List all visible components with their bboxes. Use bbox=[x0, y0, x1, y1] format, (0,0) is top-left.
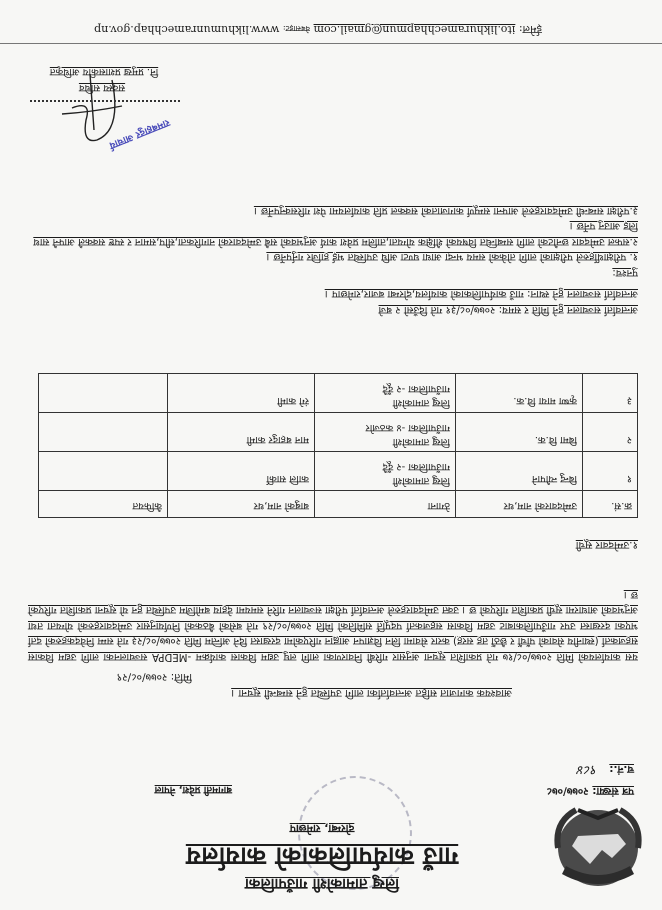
col-address: ठेगाना bbox=[315, 491, 456, 518]
nepal-emblem-icon bbox=[548, 802, 648, 898]
cell-name: बिमा वि.क. bbox=[456, 413, 583, 452]
signatory-role: सदस्य सचिव bbox=[78, 82, 126, 93]
candidate-table bbox=[38, 373, 638, 518]
cell-address bbox=[315, 452, 456, 491]
province-name: बागमती प्रदेश, नेपाल bbox=[154, 784, 232, 795]
table-row bbox=[39, 413, 638, 452]
col-sn: क्र.सं. bbox=[583, 491, 638, 518]
cell-sn: १ bbox=[583, 452, 638, 491]
candidate-list-title: १.उम्मेदवार सूची bbox=[575, 539, 638, 551]
signature-stamp: रामबहादुर आचार्य bbox=[107, 116, 172, 151]
email-address[interactable]: ito.likhuramechhapmun@gmail.com bbox=[313, 23, 516, 36]
col-remarks: कैफियत bbox=[39, 491, 168, 518]
note-item: ३.परीक्षा सम्बन्धी उम्मेदवारहरुले आफ्ना सम्पूर्ण कागजातको सक्कल प्रति कार्यालयमा पेश गरिसक्नुपर्नेछ । bbox=[253, 205, 638, 216]
note-item: २.सफल उम्मेदवार छनौटको लागि सम्बन्धित विषयको शैक्षिक योग्यता,तालिम प्रवेश कार्य अनुभवको सबै उम्मेदवारको नागरिकता,सीप,समान र स्पष्ट सक्कलै आफ्नै साथ लिइ आउनु पर्नेछ । bbox=[33, 220, 638, 247]
cell-father: मान बहादुर कामी bbox=[168, 413, 315, 452]
interview-datetime: अन्तर्वार्ता सञ्चालन हुने मिति र समय: २०७७/०८/३१ गते दिउँसो २ बजे bbox=[378, 304, 638, 316]
col-name: उम्मेदवारको नाम,थर bbox=[456, 491, 583, 518]
ref-label: पत्र संख्या: bbox=[592, 785, 634, 797]
cell-remarks bbox=[39, 413, 168, 452]
letter-date bbox=[117, 670, 192, 684]
website-label: वेबसाइट: bbox=[282, 24, 311, 33]
footer-divider bbox=[0, 43, 662, 44]
email-label: ईमेल: bbox=[518, 23, 542, 36]
notes-title: पुनश्च: bbox=[612, 267, 638, 278]
cell-address bbox=[315, 413, 456, 452]
date-value: २०७७/०८/२९ bbox=[116, 671, 168, 683]
cell-name: बिन्दु न्यौपाने bbox=[456, 452, 583, 491]
cn-value: ९८४ bbox=[577, 762, 598, 777]
address-line: लिखु तामाकोशी bbox=[392, 475, 450, 486]
cell-remarks bbox=[39, 374, 168, 413]
cell-address bbox=[315, 374, 456, 413]
date-label: मिति: bbox=[170, 671, 192, 683]
col-father: बाबुको नाम,थर bbox=[168, 491, 315, 518]
table-row bbox=[39, 452, 638, 491]
body-paragraph: यस कार्यालयको मिति २०७७/०८/१७ गते प्रकाशित सूचना अनुसार गरिबी निवारणका लागि लघु उद्यम विकास कार्यक्रम -MEDPA सञ्चालनका लागि उद्यम विकास सहजकर्ता (स्थानीय सेवाको पाँचौं र छैठौं तह सरह) करार सेवामा लिन विज्ञापन आह्वान गरिएकोमा दरखास्त दिने अन्तिम मिति २०७७/०८/२३ गते सम्म निवेदकहरुको दर्ता भएका दरखास्त उपर गाउँपालिकाबाट उद्यम विकास सहजकर्ता पदपूर्ति समितिको मिति २०७७/०८/२९ गते बसेको बैठकको निर्णयानुसार उम्मेदवारहरुको योग्यता तथा अनुभवको आधारमा सूची प्रकाशित गरिएको छ । उक्त उम्मेदवारहरुले अन्तर्वार्ता परीक्षा सञ्चालन गरिने समयमा देहाय बमोजिम उपस्थित हुन यो सूचना प्रकाशित गरिएको छ । bbox=[28, 588, 638, 662]
cell-remarks bbox=[39, 452, 168, 491]
address-line: लिखु तामाकोशी bbox=[392, 436, 450, 447]
signature-line bbox=[30, 100, 180, 102]
website-url[interactable]: www.likhumunramechhap.gov.np bbox=[94, 23, 280, 36]
note-item: १. परीक्षार्थीहरुले परीक्षाको लागि तोकेको समय भन्दा आधा घण्टा अघि उपस्थित भई हाजिर गर्नुपर्नेछ । bbox=[266, 251, 638, 263]
table-row bbox=[39, 374, 638, 413]
table-header-row bbox=[39, 491, 638, 518]
ref-value: २०७७/०७८ bbox=[546, 785, 589, 797]
office-location: दोरम्बा, रामेछाप bbox=[289, 822, 355, 835]
cell-father: रंगे कामी bbox=[168, 374, 315, 413]
municipality-name: लिखु तामाकोशी गाउँपालिका bbox=[245, 875, 399, 893]
postscript-notes bbox=[28, 203, 638, 281]
cell-sn: २ bbox=[583, 413, 638, 452]
address-line: गाउँपालिका -२ दूँदै bbox=[382, 461, 450, 472]
subject: आवश्यक कागजात सहित अन्तर्वार्ताका लागि उपस्थित हुने सम्बन्धी सूचना । bbox=[231, 687, 512, 699]
address-line: लिखु तामाकोशी bbox=[392, 397, 450, 408]
interview-venue: अन्तर्वार्ता सञ्चालन हुने स्थान: गाउँ कार्यपालिकाको कार्यालय,दोरम्बा बजार,रामेछाप । bbox=[324, 288, 638, 300]
cn-label: च.नं.: bbox=[609, 763, 634, 775]
reference-number bbox=[547, 784, 634, 798]
address-line: गाउँपालिका -२ दूँदै bbox=[382, 383, 450, 394]
address-line: गाउँपालिका -४ कठजोर bbox=[365, 422, 450, 433]
cell-father: कालि सार्की bbox=[168, 452, 315, 491]
cell-name: कृष्ण माया वि.क. bbox=[456, 374, 583, 413]
footer-contact bbox=[42, 22, 542, 37]
office-name: गाउँ कार्यपालिकाको कार्यालय bbox=[185, 842, 459, 871]
interview-details bbox=[38, 286, 638, 318]
dispatch-number bbox=[577, 762, 634, 780]
cell-sn: ३ bbox=[583, 374, 638, 413]
signatory-title: नि. प्रमुख प्रशासकीय अधिकृत bbox=[49, 66, 159, 77]
